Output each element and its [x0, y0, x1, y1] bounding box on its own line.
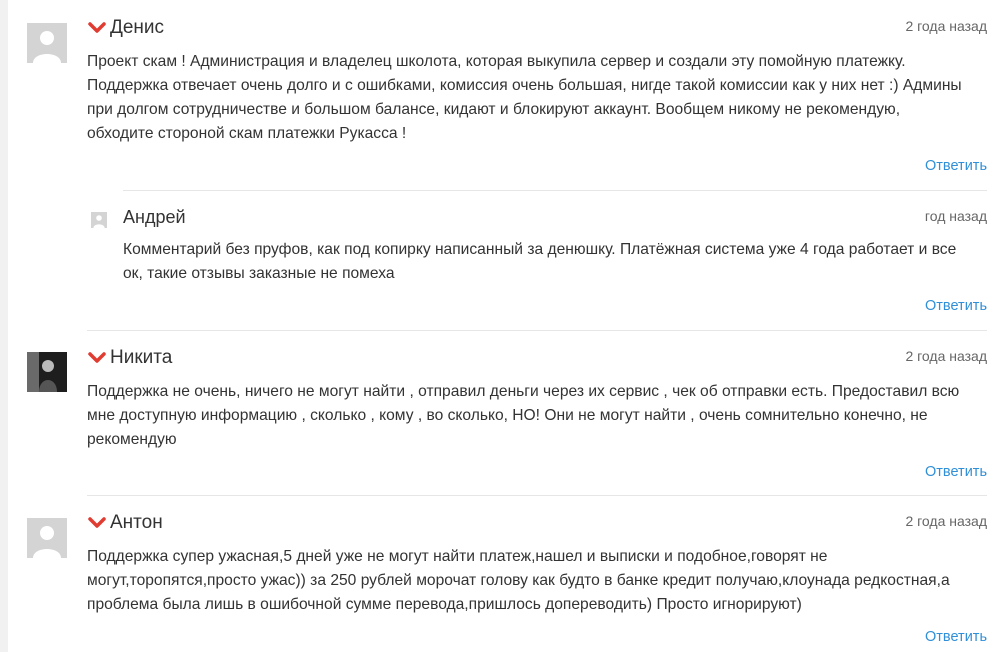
user-photo-icon	[27, 352, 67, 392]
comment-author[interactable]	[88, 511, 163, 535]
reply-button[interactable]: Ответить	[925, 629, 987, 645]
chevron-down-icon	[88, 352, 106, 364]
comment-text: Комментарий без пруфов, как под копирку написанный за денюшку. Платёжная система уже 4 года работает и все ок, такие отзывы заказные не помеха	[123, 241, 957, 282]
comment-author[interactable]	[123, 205, 186, 229]
divider	[87, 495, 987, 496]
reply-button[interactable]: Ответить	[925, 464, 987, 480]
comment-text: Проект скам ! Администрация и владелец школота, которая выкупила сервер и создали эту помойную платежку. Поддержка отвечает очень долго и с ошибками, комиссия очень большая, нигде такой комиссии как у них нет :) Админы при долгом сотрудничестве и большом балансе, кидают и блокируют аккаунт. Вообщем никому не рекомендую, обходите стороной скам платежки Рукасса !	[87, 53, 962, 142]
comment-date: год назад	[924, 208, 987, 224]
avatar	[91, 212, 107, 228]
avatar	[27, 352, 67, 392]
avatar	[27, 518, 67, 558]
author-name: Антон	[110, 512, 163, 533]
author-name: Андрей	[123, 207, 186, 227]
author-name: Денис	[110, 17, 165, 38]
reply-button[interactable]: Ответить	[925, 158, 987, 174]
comment-author[interactable]	[88, 16, 164, 40]
divider	[123, 190, 987, 191]
avatar	[27, 23, 67, 63]
comment-text: Поддержка не очень, ничего не могут найти , отправил деньги через их сервис , чек об отправки есть. Предоставил всю мне доступную информацию , сколько , кому , во сколько, НО! Они не могут найти , очень сомнительно конечно, не рекомендую	[87, 383, 960, 448]
reply-button[interactable]: Ответить	[925, 298, 987, 314]
user-silhouette-icon	[27, 518, 67, 558]
user-silhouette-icon	[27, 23, 67, 63]
divider	[87, 330, 987, 331]
comment-date: 2 года назад	[905, 18, 987, 34]
chevron-down-icon	[88, 517, 106, 529]
comment-author[interactable]	[88, 346, 172, 370]
chevron-down-icon	[88, 22, 106, 34]
comments-panel	[8, 0, 1006, 652]
comment-text: Поддержка супер ужасная,5 дней уже не могут найти платеж,нашел и выписки и подобное,говорят не могут,торопятся,просто ужас)) за 250 рублей морочат голову как будто в банке кредит получаю,клоунада редкостная,а проблема была лишь в ошибочной сумме перевода,пришлось допереводить) Просто игнорируют)	[87, 548, 950, 613]
user-silhouette-icon	[91, 212, 107, 228]
author-name: Никита	[110, 347, 173, 368]
comment-date: 2 года назад	[905, 348, 987, 364]
comment-date: 2 года назад	[905, 513, 987, 529]
